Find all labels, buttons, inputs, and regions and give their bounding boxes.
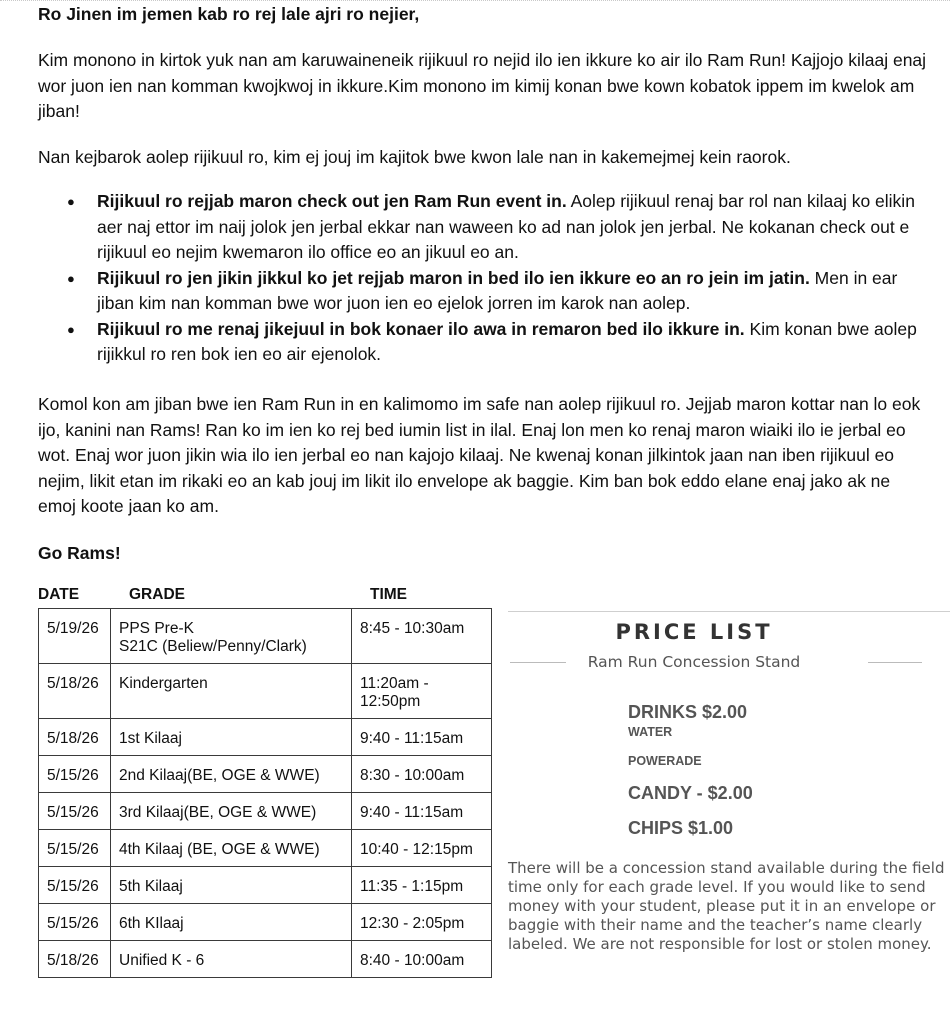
price-item-chips: CHIPS $1.00 [628, 818, 734, 838]
reminder-text: Men in ear jiban kim nan komman bwe wor juon ien eo ejelok jorren im karok nan aolep. [97, 267, 898, 313]
grade-cell: 5th Kilaaj [111, 867, 352, 904]
grade-line: PPS Pre-K [119, 620, 194, 637]
letter-signoff: Go Rams! [38, 543, 121, 563]
reminder-item [38, 317, 928, 368]
table-row [39, 664, 492, 719]
grade-cell: 6th KIlaaj [111, 904, 352, 941]
concession-note: There will be a concession stand available during the field time only for each grade level. If you would like to send money with your student, please put it in an envelope or baggie with their name and the teacher’s name clearly labeled. We are not responsible for lost or stolen money. [508, 859, 945, 953]
table-row [39, 719, 492, 756]
date-cell: 5/19/26 [39, 609, 111, 664]
reminder-item [38, 189, 928, 266]
table-row [39, 609, 492, 664]
reminder-bold: Rijikuul ro me renaj jikejuul in bok konaer ilo awa in remaron bed ilo ikkure in. [97, 318, 745, 339]
reminder-bold: Rijikuul ro rejjab maron check out jen Ram Run event in. [97, 191, 567, 211]
price-subitem-water: WATER [628, 725, 673, 739]
time-cell: 9:40 - 11:15am [352, 793, 492, 830]
time-line: 8:45 - 10:30am [360, 620, 465, 637]
schedule-header-date: DATE [38, 586, 80, 603]
letter-paragraph-reminders: Nan kejbarok aolep rijikuul ro, kim ej jouj im kajitok bwe kwon lale nan in kakemejmej kein raorok. [38, 147, 791, 167]
price-list-title: PRICE LIST [615, 620, 773, 644]
date-cell: 5/15/26 [39, 904, 111, 941]
grade-cell [111, 609, 352, 664]
reminder-text: Kim konan bwe aolep rijikkul ro ren bok ien eo air ejenolok. [97, 318, 917, 364]
letter-paragraph-intro: Kim monono in kirtok yuk nan am karuwaineneik rijikuul ro nejid ilo ien ikkure ko air ilo Ram Run! Kajjojo kilaaj enaj wor juon ien nan komman kwojkwoj in ikkure.Kim monono im kimij konan bwe kown kobatok ippem im kwelok am jiban! [38, 50, 927, 121]
reminder-bold: Rijikuul ro jen jikin jikkul ko jet rejjab maron in bed ilo ien ikkure eo an ro jein im jatin. [97, 267, 810, 288]
table-row [39, 867, 492, 904]
letter-paragraph-thanks: Komol kon am jiban bwe ien Ram Run in en kalimomo im safe nan aolep rijikuul ro. Jejjab maron kottar nan lo eok ijo, kanini nan Rams! Ran ko im ien ko rej bed iumin list in ilal. Enaj lon men ko renaj maron wiaiki ilo ie jerbal eo wot. Enaj wor juon jikin wia ilo ien jerbal eo nan kajojo kilaaj. Ne kwenaj konan jilkintok jaan nan iben rijikuul eo nejim, likit etan im rikaki eo an kab jouj im likit ilo envelope ak baggie. Kim ban bok eddo elane enaj jako ak ne emoj koote jaan ko am. [38, 394, 921, 516]
letter-greeting: Ro Jinen im jemen kab ro rej lale ajri ro nejier, [38, 4, 420, 24]
time-cell: 8:40 - 10:00am [352, 941, 492, 978]
date-cell: 5/15/26 [39, 756, 111, 793]
divider [508, 611, 950, 612]
schedule-table [38, 608, 492, 978]
grade-cell: 3rd Kilaaj(BE, OGE & WWE) [111, 793, 352, 830]
schedule-header-grade: GRADE [129, 586, 185, 603]
date-cell: 5/18/26 [39, 664, 111, 719]
time-cell: 9:40 - 11:15am [352, 719, 492, 756]
page-top-border [0, 0, 950, 1]
reminder-list [38, 189, 928, 368]
date-cell: 5/15/26 [39, 830, 111, 867]
table-row [39, 756, 492, 793]
table-row [39, 904, 492, 941]
reminder-text: Aolep rijikuul renaj bar rol nan kilaaj ko elikin aer naj ettor im naij jolok jen jerbal ekkar nan waween ko ad nan jolok jen jerbal. Ne kokanan check out e rijikuul eo nejim kwemaron ilo office eo an jikuul eo an. [97, 191, 915, 262]
price-subitem-powerade: POWERADE [628, 754, 702, 768]
date-cell: 5/15/26 [39, 867, 111, 904]
time-cell [352, 664, 492, 719]
table-row [39, 830, 492, 867]
grade-cell: 4th Kilaaj (BE, OGE & WWE) [111, 830, 352, 867]
grade-cell: 2nd Kilaaj(BE, OGE & WWE) [111, 756, 352, 793]
price-item-candy: CANDY - $2.00 [628, 783, 753, 803]
price-item-drinks: DRINKS $2.00 [628, 702, 748, 722]
table-row [39, 793, 492, 830]
date-cell: 5/15/26 [39, 793, 111, 830]
grade-cell [111, 664, 352, 719]
time-line: 11:20am - [360, 675, 429, 692]
date-cell: 5/18/26 [39, 719, 111, 756]
divider [868, 662, 922, 663]
time-line: 12:50pm [360, 693, 421, 710]
grade-cell: 1st Kilaaj [111, 719, 352, 756]
grade-line: Kindergarten [119, 675, 208, 692]
time-cell [352, 609, 492, 664]
date-cell: 5/18/26 [39, 941, 111, 978]
time-cell: 10:40 - 12:15pm [352, 830, 492, 867]
reminder-item [38, 266, 928, 317]
table-row [39, 941, 492, 978]
time-cell: 11:35 - 1:15pm [352, 867, 492, 904]
schedule-header-time: TIME [370, 586, 408, 603]
time-cell: 12:30 - 2:05pm [352, 904, 492, 941]
grade-line: S21C (Beliew/Penny/Clark) [119, 638, 307, 655]
time-cell: 8:30 - 10:00am [352, 756, 492, 793]
grade-cell: Unified K - 6 [111, 941, 352, 978]
price-list-subtitle: Ram Run Concession Stand [587, 653, 801, 671]
